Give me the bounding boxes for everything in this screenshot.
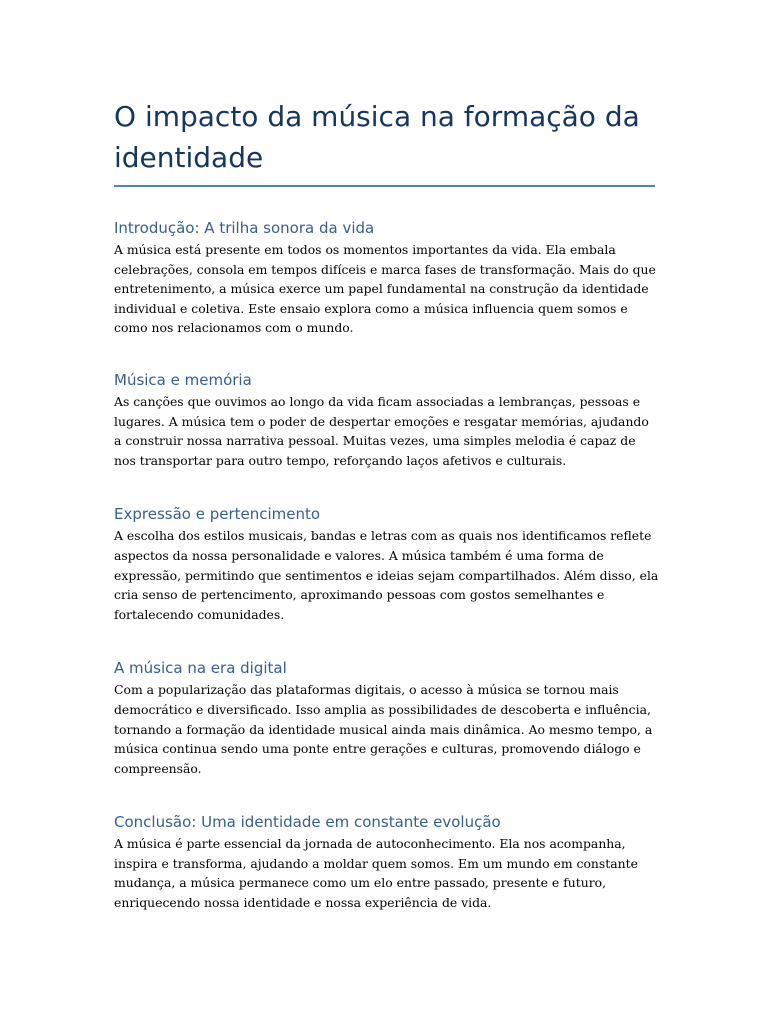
section-heading: Música e memória bbox=[114, 370, 252, 389]
section-expression-belonging bbox=[114, 503, 659, 624]
section-paragraph: Com a popularização das plataformas digitais, o acesso à música se tornou mais democrático e diversificado. Isso amplia as possibilidades de descoberta e influência, tornando a formação da identidade musical ainda mais dinâmica. Ao mesmo tempo, a música continua sendo uma ponte entre gerações e culturas, promovendo diálogo e compreensão. bbox=[114, 682, 653, 776]
document-page bbox=[114, 96, 659, 913]
section-paragraph: A música é parte essencial da jornada de autoconhecimento. Ela nos acompanha, inspira e transforma, ajudando a moldar quem somos. Em um mundo em constante mudança, a música permanece como um elo entre passado, presente e futuro, enriquecendo nossa identidade e nossa experiência de vida. bbox=[114, 836, 638, 911]
section-heading: Conclusão: Uma identidade em constante evolução bbox=[114, 813, 501, 832]
title-divider bbox=[114, 185, 655, 187]
section-paragraph: A escolha dos estilos musicais, bandas e letras com as quais nos identificamos reflete aspectos da nossa personalidade e valores. A música também é uma forma de expressão, permitindo que sentimentos e ideias sejam compartilhados. Além disso, ela cria senso de pertencimento, aproximando pessoas com gostos semelhantes e fortalecendo comunidades. bbox=[114, 528, 659, 622]
section-introduction bbox=[114, 217, 659, 338]
section-conclusion bbox=[114, 811, 659, 912]
section-heading: A música na era digital bbox=[114, 659, 287, 678]
section-heading: Expressão e pertencimento bbox=[114, 505, 321, 524]
section-paragraph: A música está presente em todos os momentos importantes da vida. Ela embala celebrações, consola em tempos difíceis e marca fases de transformação. Mais do que entretenimento, a música exerce um papel fundamental na construção da identidade individual e coletiva. Este ensaio explora como a música influencia quem somos e como nos relacionamos com o mundo. bbox=[114, 242, 656, 336]
section-paragraph: As canções que ouvimos ao longo da vida ficam associadas a lembranças, pessoas e lugares. A música tem o poder de despertar emoções e resgatar memórias, ajudando a construir nossa narrativa pessoal. Muitas vezes, uma simples melodia é capaz de nos transportar para outro tempo, reforçando laços afetivos e culturais. bbox=[114, 393, 649, 468]
section-music-memory bbox=[114, 369, 659, 470]
section-digital-era bbox=[114, 657, 659, 778]
section-heading: Introdução: A trilha sonora da vida bbox=[114, 219, 375, 237]
document-title: O impacto da música na formação da identidade bbox=[114, 100, 640, 174]
